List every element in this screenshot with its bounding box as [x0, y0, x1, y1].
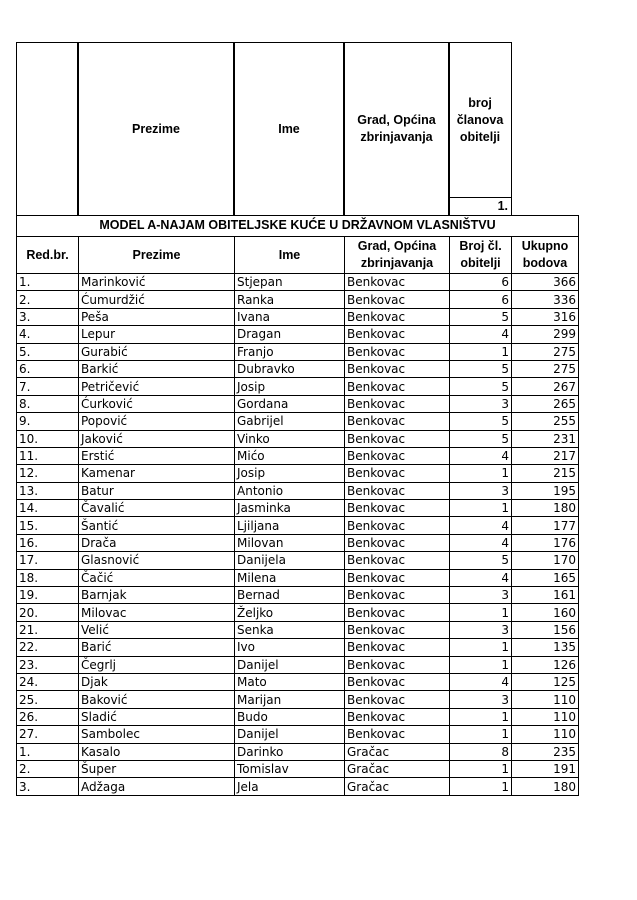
cell-broj-cl: 3 [450, 621, 512, 638]
cell-ime: Danijela [235, 552, 345, 569]
cell-prezime: Marinković [79, 274, 235, 291]
cell-ime: Franjo [235, 343, 345, 360]
cell-ukupno-bodova: 336 [512, 291, 579, 308]
cell-grad: Benkovac [345, 360, 450, 377]
cell-prezime: Petričević [79, 378, 235, 395]
table-row [17, 604, 579, 621]
header-grad: Grad, Općina zbrinjavanja [345, 237, 450, 274]
cell-ukupno-bodova: 267 [512, 378, 579, 395]
cell-broj-cl: 3 [450, 395, 512, 412]
cell-red-br: 4. [17, 326, 79, 343]
cell-grad: Benkovac [345, 587, 450, 604]
table-body [17, 274, 579, 796]
cell-red-br: 14. [17, 500, 79, 517]
cell-red-br: 5. [17, 343, 79, 360]
top-header-broj-clanova: broj članova obitelji [448, 42, 512, 198]
cell-broj-cl: 4 [450, 569, 512, 586]
table-row [17, 639, 579, 656]
cell-prezime: Ćumurdžić [79, 291, 235, 308]
table-row [17, 395, 579, 412]
cell-ime: Senka [235, 621, 345, 638]
cell-ime: Darinko [235, 743, 345, 760]
header-red-br: Red.br. [17, 237, 79, 274]
cell-ukupno-bodova: 170 [512, 552, 579, 569]
cell-prezime: Djak [79, 673, 235, 690]
cell-red-br: 27. [17, 726, 79, 743]
cell-broj-cl: 8 [450, 743, 512, 760]
table-row [17, 413, 579, 430]
table-row [17, 274, 579, 291]
cell-broj-cl: 6 [450, 274, 512, 291]
cell-ukupno-bodova: 235 [512, 743, 579, 760]
cell-prezime: Gurabić [79, 343, 235, 360]
top-header-ime: Ime [233, 42, 345, 216]
cell-ukupno-bodova: 191 [512, 760, 579, 777]
cell-grad: Benkovac [345, 343, 450, 360]
cell-ime: Ranka [235, 291, 345, 308]
cell-grad: Gračac [345, 760, 450, 777]
cell-grad: Benkovac [345, 534, 450, 551]
cell-prezime: Lepur [79, 326, 235, 343]
cell-broj-cl: 5 [450, 430, 512, 447]
cell-red-br: 24. [17, 673, 79, 690]
cell-prezime: Sambolec [79, 726, 235, 743]
cell-grad: Gračac [345, 743, 450, 760]
cell-ime: Danijel [235, 726, 345, 743]
cell-prezime: Čavalić [79, 500, 235, 517]
cell-grad: Benkovac [345, 465, 450, 482]
cell-broj-cl: 5 [450, 378, 512, 395]
cell-red-br: 23. [17, 656, 79, 673]
cell-red-br: 21. [17, 621, 79, 638]
table-row [17, 621, 579, 638]
table-row [17, 291, 579, 308]
cell-grad: Benkovac [345, 673, 450, 690]
cell-ukupno-bodova: 161 [512, 587, 579, 604]
cell-ime: Stjepan [235, 274, 345, 291]
cell-ukupno-bodova: 215 [512, 465, 579, 482]
cell-red-br: 18. [17, 569, 79, 586]
cell-grad: Benkovac [345, 691, 450, 708]
table-row [17, 743, 579, 760]
header-broj-cl: Broj čl. obitelji [450, 237, 512, 274]
header-ukupno-bodova: Ukupno bodova [512, 237, 579, 274]
cell-ukupno-bodova: 217 [512, 447, 579, 464]
cell-ime: Josip [235, 465, 345, 482]
cell-prezime: Batur [79, 482, 235, 499]
cell-broj-cl: 3 [450, 482, 512, 499]
cell-ime: Ljiljana [235, 517, 345, 534]
table-row [17, 430, 579, 447]
cell-ukupno-bodova: 110 [512, 726, 579, 743]
cell-ime: Ivo [235, 639, 345, 656]
cell-red-br: 1. [17, 274, 79, 291]
cell-ime: Vinko [235, 430, 345, 447]
cell-prezime: Velić [79, 621, 235, 638]
cell-broj-cl: 4 [450, 447, 512, 464]
table-row [17, 378, 579, 395]
cell-ukupno-bodova: 299 [512, 326, 579, 343]
table-row [17, 778, 579, 795]
cell-grad: Gračac [345, 778, 450, 795]
table-row [17, 326, 579, 343]
cell-ime: Marijan [235, 691, 345, 708]
cell-grad: Benkovac [345, 447, 450, 464]
cell-prezime: Glasnović [79, 552, 235, 569]
cell-broj-cl: 1 [450, 726, 512, 743]
cell-ime: Josip [235, 378, 345, 395]
table-row [17, 569, 579, 586]
cell-grad: Benkovac [345, 413, 450, 430]
cell-red-br: 11. [17, 447, 79, 464]
cell-grad: Benkovac [345, 517, 450, 534]
table-row [17, 760, 579, 777]
cell-grad: Benkovac [345, 656, 450, 673]
cell-red-br: 20. [17, 604, 79, 621]
cell-broj-cl: 5 [450, 413, 512, 430]
top-header-column-number: 1. [448, 197, 512, 216]
cell-grad: Benkovac [345, 708, 450, 725]
cell-broj-cl: 1 [450, 778, 512, 795]
cell-ime: Mato [235, 673, 345, 690]
table-row [17, 673, 579, 690]
cell-prezime: Čegrlj [79, 656, 235, 673]
cell-broj-cl: 1 [450, 465, 512, 482]
cell-prezime: Sladić [79, 708, 235, 725]
cell-ukupno-bodova: 255 [512, 413, 579, 430]
cell-broj-cl: 1 [450, 343, 512, 360]
table-row [17, 517, 579, 534]
cell-ukupno-bodova: 195 [512, 482, 579, 499]
cell-broj-cl: 3 [450, 691, 512, 708]
cell-ukupno-bodova: 265 [512, 395, 579, 412]
cell-ime: Mićo [235, 447, 345, 464]
cell-ime: Dragan [235, 326, 345, 343]
cell-red-br: 19. [17, 587, 79, 604]
cell-grad: Benkovac [345, 569, 450, 586]
cell-ukupno-bodova: 180 [512, 500, 579, 517]
cell-broj-cl: 1 [450, 708, 512, 725]
cell-ime: Milena [235, 569, 345, 586]
cell-ime: Jela [235, 778, 345, 795]
ranking-table [16, 236, 579, 796]
cell-prezime: Adžaga [79, 778, 235, 795]
cell-ukupno-bodova: 165 [512, 569, 579, 586]
cell-prezime: Erstić [79, 447, 235, 464]
table-row [17, 587, 579, 604]
table-row [17, 552, 579, 569]
cell-ukupno-bodova: 177 [512, 517, 579, 534]
cell-grad: Benkovac [345, 552, 450, 569]
cell-ime: Gabrijel [235, 413, 345, 430]
cell-red-br: 25. [17, 691, 79, 708]
cell-red-br: 1. [17, 743, 79, 760]
cell-prezime: Kamenar [79, 465, 235, 482]
cell-grad: Benkovac [345, 621, 450, 638]
cell-ime: Jasminka [235, 500, 345, 517]
cell-red-br: 2. [17, 760, 79, 777]
cell-prezime: Šuper [79, 760, 235, 777]
cell-red-br: 3. [17, 308, 79, 325]
cell-ukupno-bodova: 110 [512, 708, 579, 725]
cell-broj-cl: 1 [450, 639, 512, 656]
cell-prezime: Jaković [79, 430, 235, 447]
cell-prezime: Milovac [79, 604, 235, 621]
cell-prezime: Ćurković [79, 395, 235, 412]
cell-grad: Benkovac [345, 274, 450, 291]
table-row [17, 500, 579, 517]
cell-red-br: 16. [17, 534, 79, 551]
cell-broj-cl: 1 [450, 604, 512, 621]
cell-grad: Benkovac [345, 308, 450, 325]
cell-red-br: 26. [17, 708, 79, 725]
cell-ime: Bernad [235, 587, 345, 604]
cell-ukupno-bodova: 366 [512, 274, 579, 291]
cell-prezime: Baković [79, 691, 235, 708]
cell-ukupno-bodova: 180 [512, 778, 579, 795]
cell-ukupno-bodova: 110 [512, 691, 579, 708]
cell-ukupno-bodova: 156 [512, 621, 579, 638]
cell-ukupno-bodova: 275 [512, 360, 579, 377]
table-row [17, 482, 579, 499]
cell-ime: Tomislav [235, 760, 345, 777]
cell-ime: Gordana [235, 395, 345, 412]
cell-ukupno-bodova: 135 [512, 639, 579, 656]
cell-red-br: 10. [17, 430, 79, 447]
cell-red-br: 15. [17, 517, 79, 534]
table-row [17, 447, 579, 464]
cell-ime: Milovan [235, 534, 345, 551]
cell-ime: Budo [235, 708, 345, 725]
top-header-grad: Grad, Općina zbrinjavanja [343, 42, 450, 216]
cell-prezime: Popović [79, 413, 235, 430]
cell-broj-cl: 4 [450, 534, 512, 551]
cell-prezime: Drača [79, 534, 235, 551]
cell-broj-cl: 4 [450, 673, 512, 690]
top-header-blank-cell [16, 42, 79, 216]
cell-broj-cl: 3 [450, 587, 512, 604]
cell-ukupno-bodova: 275 [512, 343, 579, 360]
cell-prezime: Barić [79, 639, 235, 656]
cell-red-br: 6. [17, 360, 79, 377]
cell-broj-cl: 6 [450, 291, 512, 308]
cell-grad: Benkovac [345, 378, 450, 395]
cell-ukupno-bodova: 160 [512, 604, 579, 621]
table-row [17, 534, 579, 551]
cell-broj-cl: 1 [450, 656, 512, 673]
cell-red-br: 3. [17, 778, 79, 795]
table-row [17, 708, 579, 725]
cell-broj-cl: 1 [450, 760, 512, 777]
cell-grad: Benkovac [345, 430, 450, 447]
cell-prezime: Barnjak [79, 587, 235, 604]
cell-ime: Ivana [235, 308, 345, 325]
cell-red-br: 8. [17, 395, 79, 412]
cell-prezime: Peša [79, 308, 235, 325]
cell-grad: Benkovac [345, 500, 450, 517]
cell-ime: Željko [235, 604, 345, 621]
cell-red-br: 7. [17, 378, 79, 395]
cell-ime: Antonio [235, 482, 345, 499]
header-prezime: Prezime [79, 237, 235, 274]
cell-broj-cl: 1 [450, 500, 512, 517]
table-row [17, 691, 579, 708]
table-row [17, 726, 579, 743]
table-row [17, 656, 579, 673]
cell-broj-cl: 5 [450, 308, 512, 325]
cell-grad: Benkovac [345, 639, 450, 656]
cell-red-br: 17. [17, 552, 79, 569]
cell-broj-cl: 5 [450, 360, 512, 377]
cell-prezime: Kasalo [79, 743, 235, 760]
cell-red-br: 22. [17, 639, 79, 656]
cell-grad: Benkovac [345, 726, 450, 743]
cell-ukupno-bodova: 231 [512, 430, 579, 447]
cell-broj-cl: 5 [450, 552, 512, 569]
cell-ukupno-bodova: 176 [512, 534, 579, 551]
cell-ukupno-bodova: 126 [512, 656, 579, 673]
top-header-prezime: Prezime [77, 42, 235, 216]
cell-grad: Benkovac [345, 291, 450, 308]
cell-red-br: 9. [17, 413, 79, 430]
cell-prezime: Čačić [79, 569, 235, 586]
table-row [17, 308, 579, 325]
header-ime: Ime [235, 237, 345, 274]
cell-broj-cl: 4 [450, 326, 512, 343]
cell-red-br: 2. [17, 291, 79, 308]
cell-grad: Benkovac [345, 604, 450, 621]
cell-ukupno-bodova: 316 [512, 308, 579, 325]
cell-prezime: Šantić [79, 517, 235, 534]
cell-grad: Benkovac [345, 482, 450, 499]
cell-red-br: 12. [17, 465, 79, 482]
cell-grad: Benkovac [345, 326, 450, 343]
cell-red-br: 13. [17, 482, 79, 499]
section-title: MODEL A-NAJAM OBITELJSKE KUĆE U DRŽAVNOM VLASNIŠTVU [16, 215, 579, 237]
cell-ime: Danijel [235, 656, 345, 673]
table-row [17, 343, 579, 360]
table-row [17, 360, 579, 377]
cell-ukupno-bodova: 125 [512, 673, 579, 690]
table-row [17, 465, 579, 482]
cell-ime: Dubravko [235, 360, 345, 377]
table-header-row [17, 237, 579, 274]
cell-grad: Benkovac [345, 395, 450, 412]
cell-broj-cl: 4 [450, 517, 512, 534]
cell-prezime: Barkić [79, 360, 235, 377]
